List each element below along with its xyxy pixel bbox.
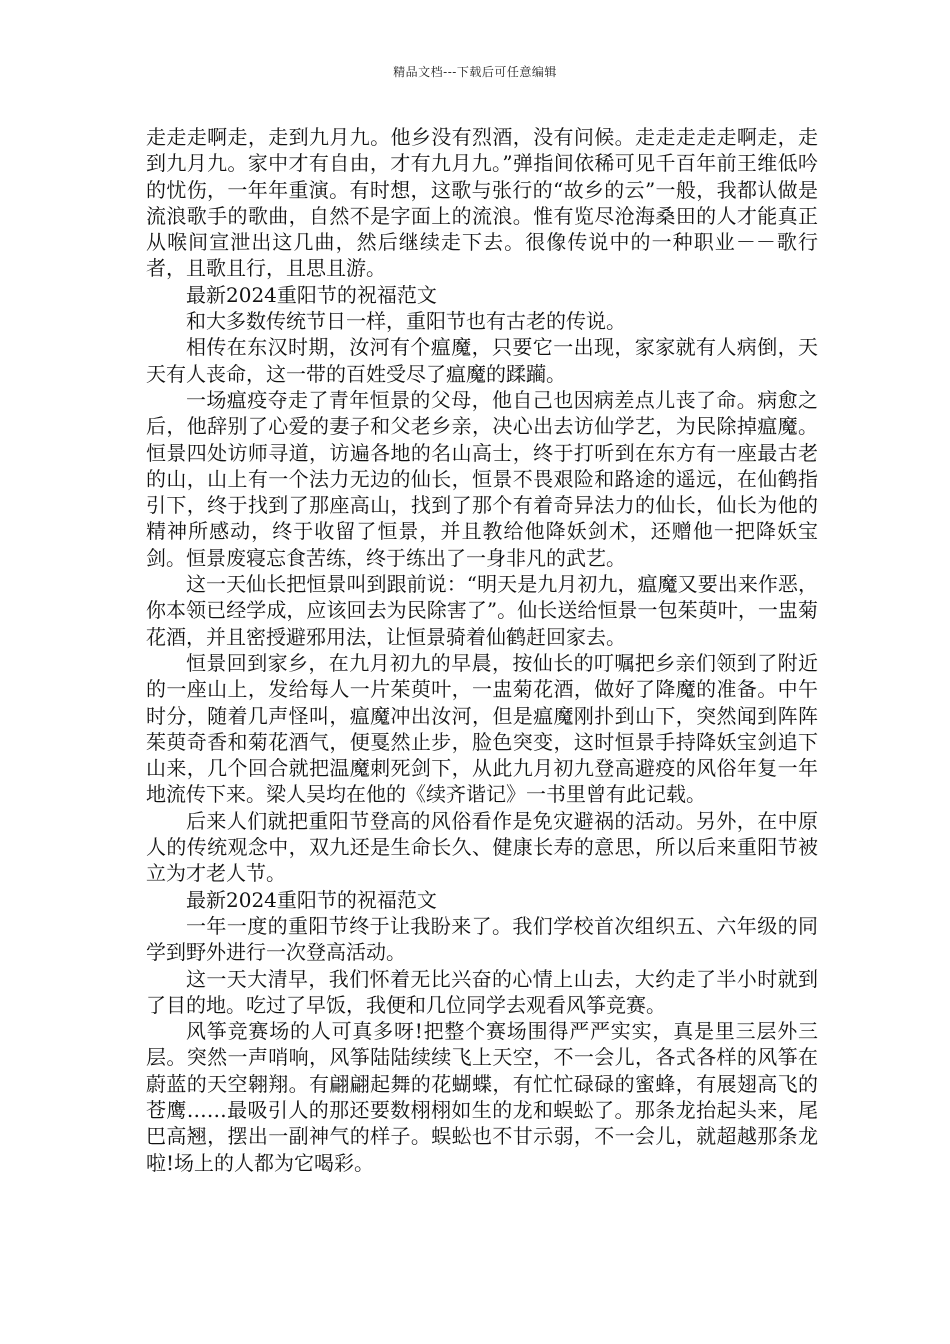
paragraph: 恒景回到家乡，在九月初九的早晨，按仙长的叮嘱把乡亲们领到了附近的一座山上，发给每人一片茱萸叶，一盅菊花酒，做好了降魔的准备。中午时分，随着几声怪叫，瘟魔冲出汝河，但是瘟魔刚扑到山下，突然闻到阵阵茱萸奇香和菊花酒气，便戛然止步，脸色突变，这时恒景手持降妖宝剑追下山来，几个回合就把温魔刺死剑下，从此九月初九登高避疫的风俗年复一年地流传下来。梁人吴均在他的《续齐谐记》一书里曾有此记载。	[146, 650, 818, 807]
paragraph: 走走走啊走，走到九月九。他乡没有烈酒，没有问候。走走走走走啊走，走到九月九。家中才有自由，才有九月九。”弹指间依稀可见千百年前王维低吟的忧伤，一年年重演。有时想，这歌与张行的“故乡的云”一般，我都认做是流浪歌手的歌曲，自然不是字面上的流浪。惟有览尽沧海桑田的人才能真正从喉间宣泄出这几曲，然后继续走下去。很像传说中的一种职业－－歌行者，且歌且行，且思且游。	[146, 125, 818, 281]
paragraph: 最新2024重阳节的祝福范文	[186, 282, 437, 307]
paragraph: 一场瘟疫夺走了青年恒景的父母，他自己也因病差点儿丧了命。病愈之后，他辞别了心爱的妻子和父老乡亲，决心出去访仙学艺，为民除掉瘟魔。恒景四处访师寻道，访遍各地的名山高士，终于打听到在东方有一座最古老的山，山上有一个法力无边的仙长，恒景不畏艰险和路途的遥远，在仙鹤指引下，终于找到了那座高山，找到了那个有着奇异法力的仙长，仙长为他的精神所感动，终于收留了恒景，并且教给他降妖剑术，还赠他一把降妖宝剑。恒景废寝忘食苦练，终于练出了一身非凡的武艺。	[146, 387, 818, 570]
paragraph: 这一天仙长把恒景叫到跟前说：“明天是九月初九，瘟魔又要出来作恶，你本领已经学成，应该回去为民除害了”。仙长送给恒景一包茱萸叶，一盅菊花酒，并且密授避邪用法，让恒景骑着仙鹤赶回家去。	[146, 572, 818, 649]
paragraph: 相传在东汉时期，汝河有个瘟魔，只要它一出现，家家就有人病倒，天天有人丧命，这一带的百姓受尽了瘟魔的蹂躏。	[146, 335, 818, 386]
paragraph: 风筝竞赛场的人可真多呀!把整个赛场围得严严实实，真是里三层外三层。突然一声哨响，风筝陆陆续续飞上天空，不一会儿，各式各样的风筝在蔚蓝的天空翱翔。有翩翩起舞的花蝴蝶，有忙忙碌碌的蜜蜂，有展翅高飞的苍鹰……最吸引人的那还要数栩栩如生的龙和蜈蚣了。那条龙抬起头来，尾巴高翘，摆出一副神气的样子。蜈蚣也不甘示弱，不一会儿，就超越那条龙啦!场上的人都为它喝彩。	[146, 1019, 818, 1175]
paragraph: 一年一度的重阳节终于让我盼来了。我们学校首次组织五、六年级的同学到野外进行一次登高活动。	[146, 913, 818, 965]
paragraph: 最新2024重阳节的祝福范文	[186, 887, 437, 912]
paragraph: 这一天大清早，我们怀着无比兴奋的心情上山去，大约走了半小时就到了目的地。吃过了早饭，我便和几位同学去观看风筝竞赛。	[146, 966, 818, 1017]
paragraph: 后来人们就把重阳节登高的风俗看作是免灾避祸的活动。另外，在中原人的传统观念中，双九还是生命长久、健康长寿的意思，所以后来重阳节被立为才老人节。	[146, 808, 818, 886]
paragraph: 和大多数传统节日一样，重阳节也有古老的传说。	[186, 309, 626, 334]
page-header: 精品文档---下载后可任意编辑	[393, 65, 557, 79]
document-body	[146, 124, 818, 1176]
